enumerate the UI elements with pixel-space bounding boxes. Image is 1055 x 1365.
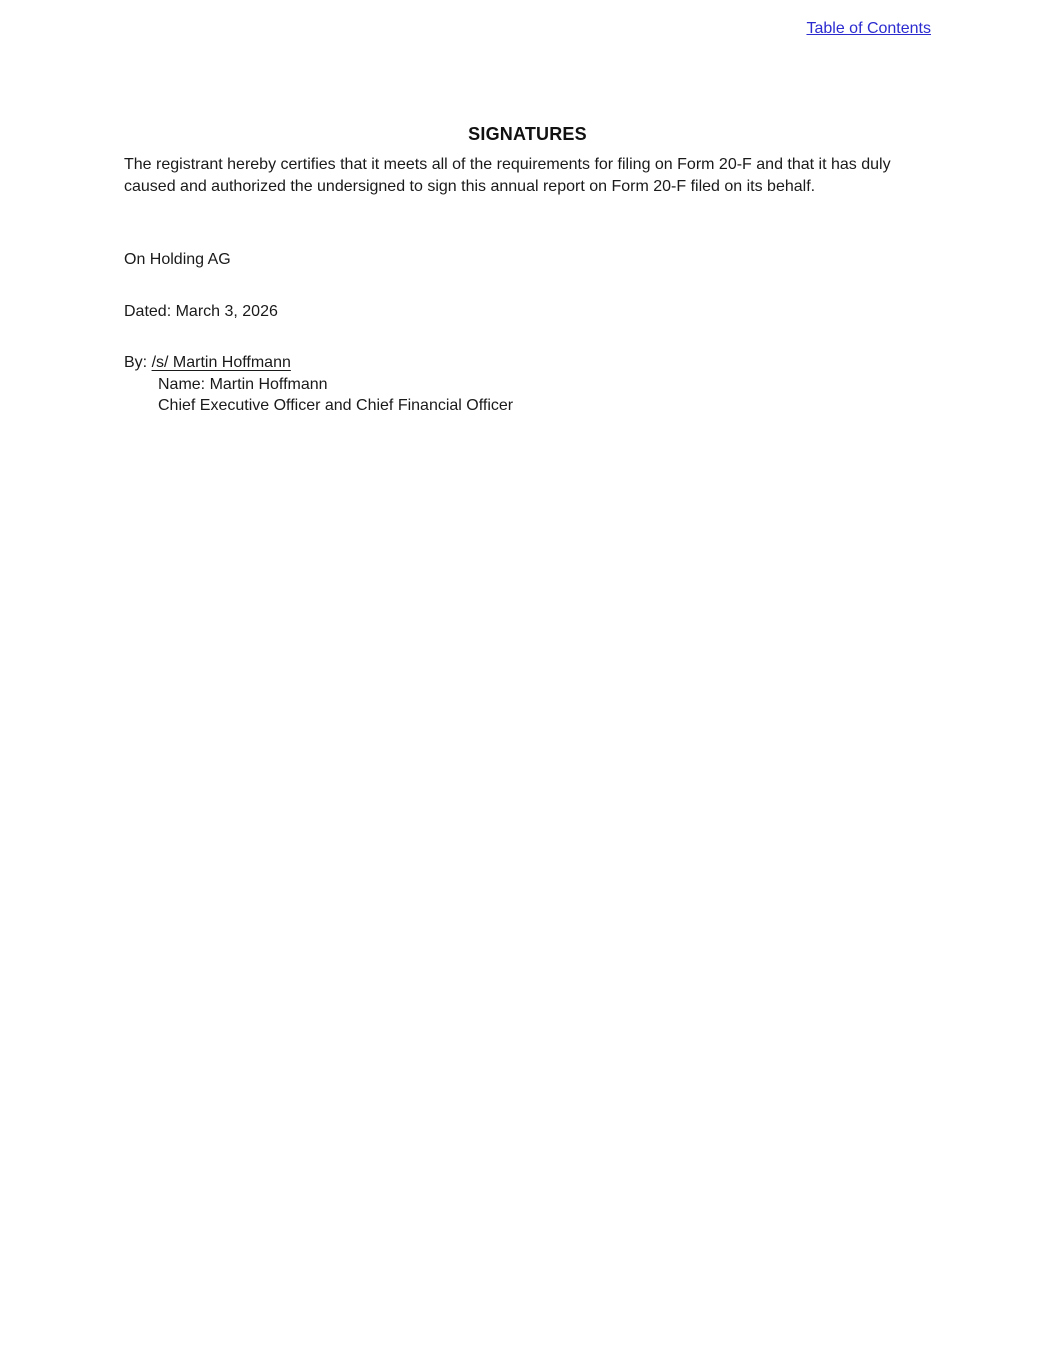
signer-title-line: Chief Executive Officer and Chief Financial Officer: [158, 397, 514, 414]
table-of-contents-link[interactable]: Table of Contents: [806, 20, 931, 37]
dated-line: Dated: March 3, 2026: [124, 302, 278, 320]
toc-link-row: [124, 18, 931, 40]
page-title: SIGNATURES: [468, 123, 587, 144]
company-name: On Holding AG: [124, 251, 231, 268]
certification-paragraph: The registrant hereby certifies that it meets all of the requirements for filing on Form 20-F and that it has duly caused and authorized the undersigned to sign this annual report on Form 20-F filed on its behalf.: [124, 156, 891, 195]
signature-text: /s/ Martin Hoffmann: [151, 354, 291, 371]
by-label: By:: [124, 354, 152, 371]
by-line: [124, 352, 931, 374]
signature-block: [124, 352, 931, 417]
signer-name-line: Name: Martin Hoffmann: [158, 375, 328, 393]
